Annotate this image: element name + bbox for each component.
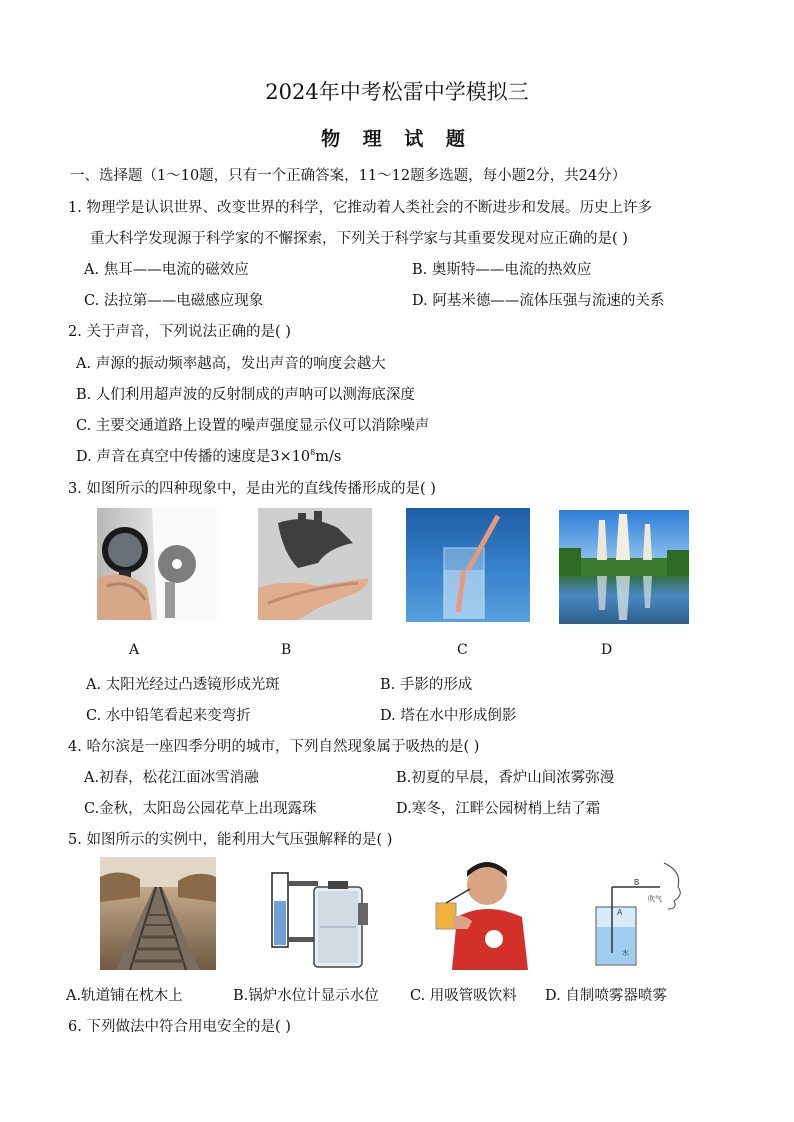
q5-figure-a-railway	[100, 857, 216, 970]
q5-fig-d-label-air: 吹气	[648, 896, 662, 903]
q1-option-b: B. 奥斯特——电流的热效应	[412, 262, 592, 278]
q2-option-a: A. 声源的振动频率越高，发出声音的响度会越大	[76, 356, 386, 372]
q3-option-d: D. 塔在水中形成倒影	[380, 708, 517, 724]
q5-fig-d-label-water: 水	[622, 950, 629, 957]
q3-label-d: D	[601, 642, 613, 658]
q3-label-c: C	[457, 642, 468, 658]
exponent: 8	[310, 448, 316, 458]
q4-option-d: D.寒冬，江畔公园树梢上结了霜	[396, 801, 601, 817]
q5-option-d: D. 自制喷雾器喷雾	[545, 988, 667, 1004]
q3-stem: 3. 如图所示的四种现象中，是由光的直线传播形成的是( )	[68, 481, 436, 497]
q4-option-a: A.初春，松花江面冰雪消融	[84, 770, 259, 786]
q3-figure-c-pencil-in-water	[406, 508, 530, 622]
q3-option-b: B. 手影的形成	[380, 677, 473, 693]
q2-option-c: C. 主要交通道路上设置的噪声强度显示仪可以消除噪声	[76, 418, 430, 434]
q2-option-d: D. 声音在真空中传播的速度是$3\times 10^8m/s$	[76, 448, 342, 465]
q1-option-c: C. 法拉第——电磁感应现象	[84, 293, 264, 309]
q2-option-b: B. 人们利用超声波的反射制成的声呐可以测海底深度	[76, 387, 415, 403]
q3-label-b: B	[281, 642, 292, 658]
q5-figure-b-boiler-gauge	[258, 857, 374, 970]
q4-option-c: C.金秋，太阳岛公园花草上出现露珠	[84, 801, 317, 817]
q3-option-a: A. 太阳光经过凸透镜形成光斑	[86, 677, 280, 693]
q5-option-b: B.锅炉水位计显示水位	[233, 988, 379, 1004]
q5-figure-c-boy-drinking	[432, 857, 532, 970]
q3-figure-d-pagoda-reflection	[559, 510, 689, 624]
q5-option-a: A.轨道铺在枕木上	[66, 988, 183, 1004]
q1-stem-line2: 重大科学发现源于科学家的不懈探索，下列关于科学家与其重要发现对应正确的是( )	[90, 231, 628, 247]
q5-fig-d-label-b: B	[634, 878, 640, 887]
q5-figure-d-sprayer	[590, 857, 700, 970]
q5-option-c: C. 用吸管吸饮料	[410, 988, 517, 1004]
q3-figure-a-magnifier	[97, 508, 217, 620]
page-subtitle: 物 理 试 题	[321, 128, 473, 150]
q3-label-a: A	[129, 642, 140, 658]
q1-stem-line1: 1. 物理学是认识世界、改变世界的科学，它推动着人类社会的不断进步和发展。历史上许多	[68, 200, 652, 216]
q1-option-a: A. 焦耳——电流的磁效应	[84, 262, 249, 278]
q2-stem: 2. 关于声音，下列说法正确的是( )	[68, 324, 291, 340]
q3-option-c: C. 水中铅笔看起来变弯折	[86, 708, 251, 724]
section-heading: 一、选择题（1～10题，只有一个正确答案，11～12题多选题，每小题2分，共24分）	[70, 168, 627, 184]
q5-stem: 5. 如图所示的实例中，能利用大气压强解释的是( )	[68, 832, 393, 848]
q1-option-d: D. 阿基米德——流体压强与流速的关系	[412, 293, 665, 309]
q4-option-b: B.初夏的早晨，香炉山间浓雾弥漫	[396, 770, 615, 786]
q6-stem: 6. 下列做法中符合用电安全的是( )	[68, 1019, 291, 1035]
page-title: 2024年中考松雷中学模拟三	[265, 80, 529, 104]
q4-stem: 4. 哈尔滨是一座四季分明的城市，下列自然现象属于吸热的是( )	[68, 739, 480, 755]
q5-fig-d-label-a: A	[617, 908, 623, 917]
q3-figure-b-hand-shadow	[258, 508, 372, 620]
